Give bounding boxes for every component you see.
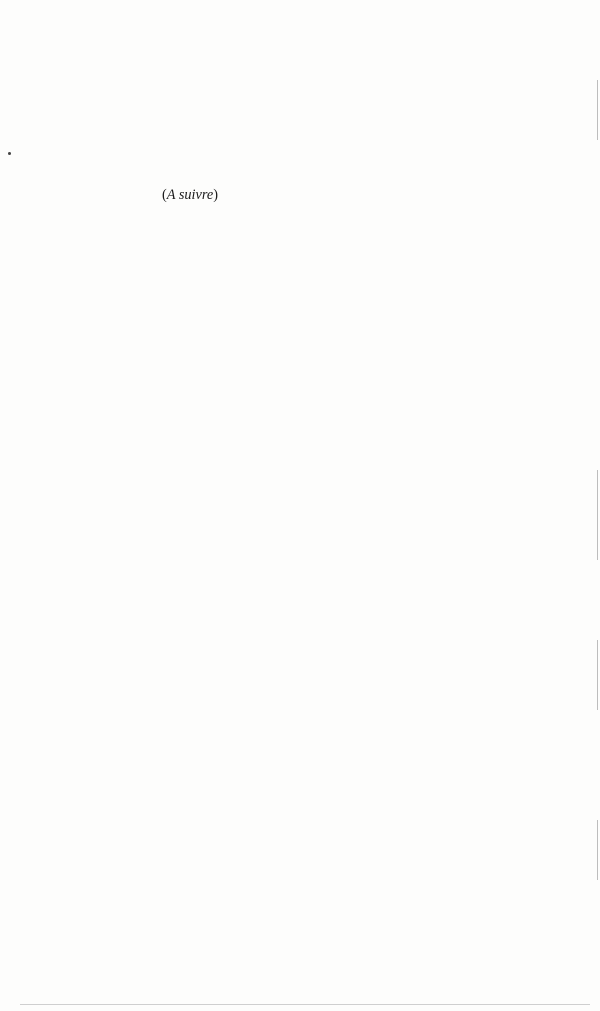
page-header: [148, 148, 458, 166]
scan-bottom-edge: [20, 1004, 590, 1005]
scan-edge-mark: [597, 80, 598, 140]
margin-speck: [8, 152, 11, 155]
continued-text: A suivre: [166, 187, 214, 203]
body-text: [148, 172, 510, 205]
scan-edge-mark: [597, 470, 598, 560]
continued-note: (A suivre): [162, 187, 218, 203]
scan-edge-mark: [597, 640, 598, 710]
signature-line: [148, 186, 510, 205]
scan-edge-mark: [597, 820, 598, 880]
